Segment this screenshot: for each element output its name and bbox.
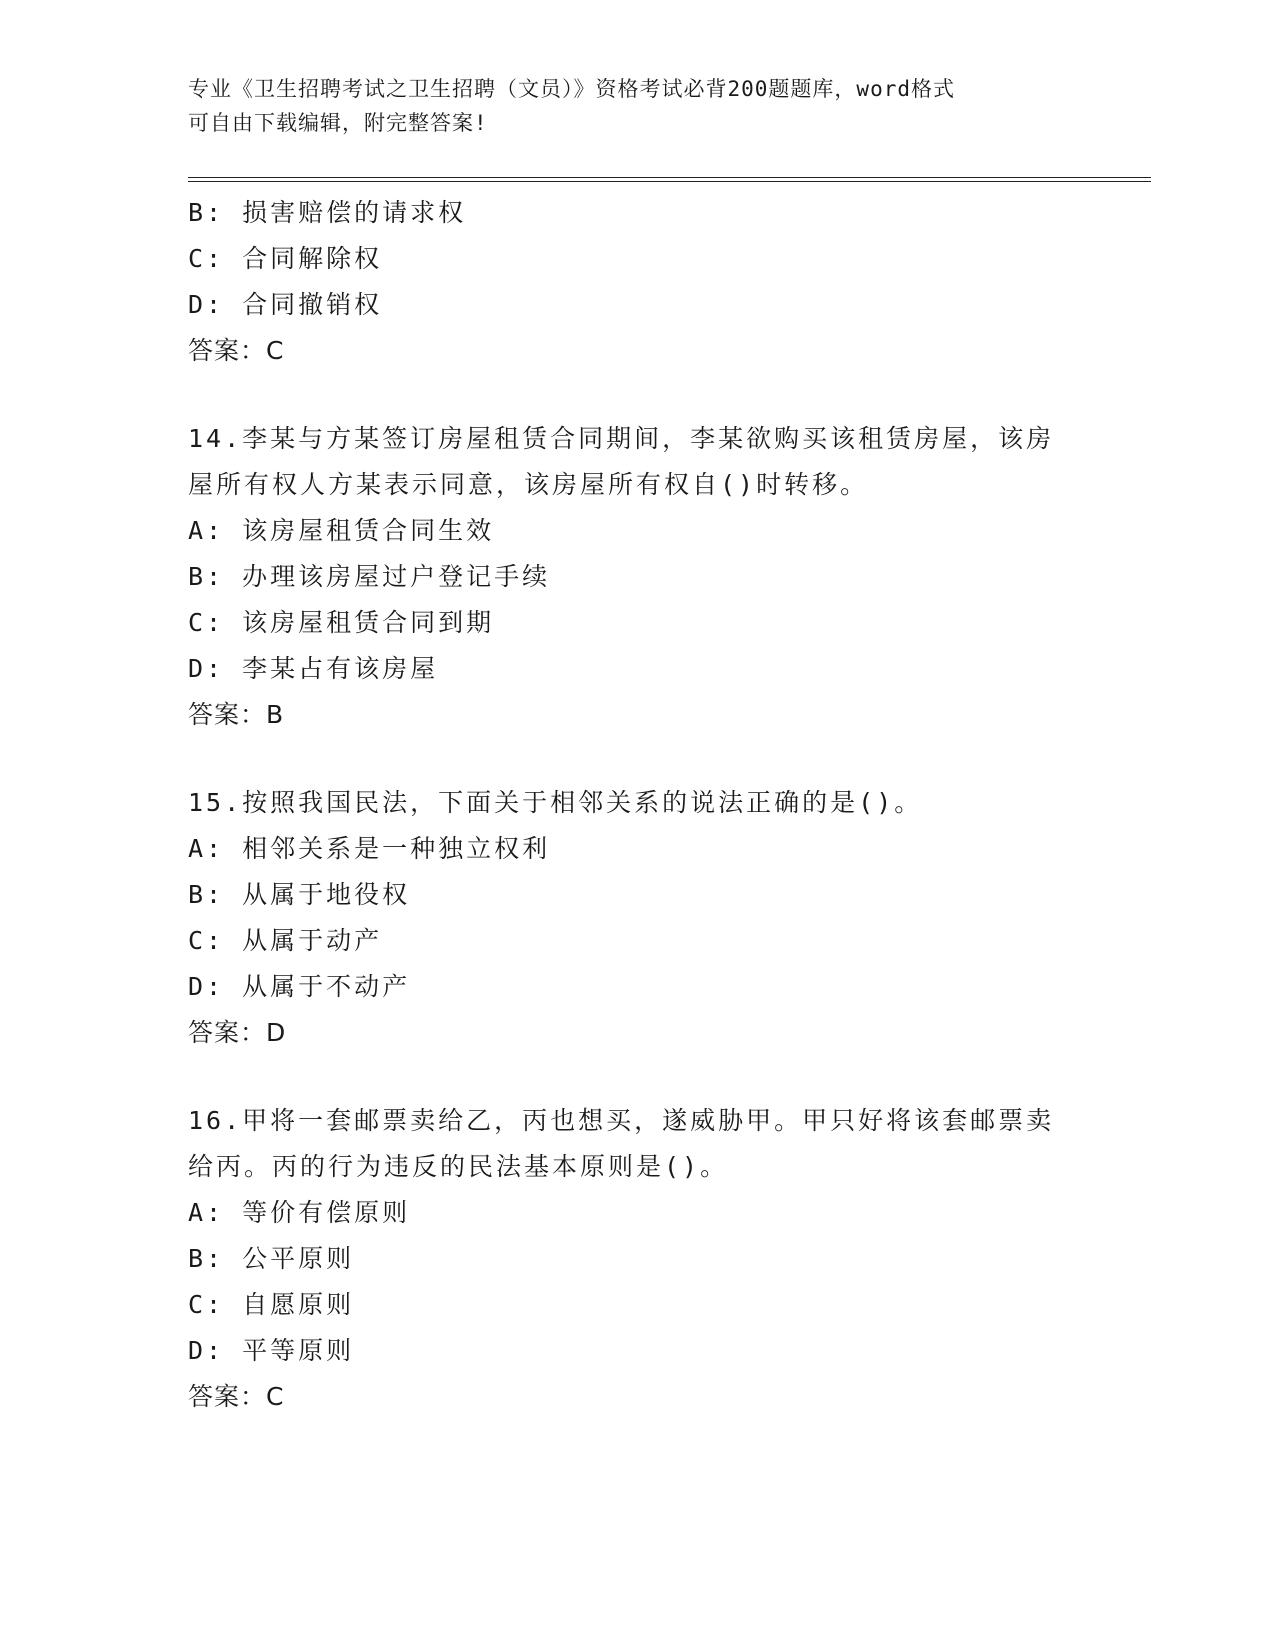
option-d: D: 从属于不动产 xyxy=(188,972,411,1001)
answer-line: 答案：B xyxy=(188,700,285,729)
option-b: B: 从属于地役权 xyxy=(188,880,411,909)
option-a: A: 该房屋租赁合同生效 xyxy=(188,516,495,545)
spacer xyxy=(188,738,1088,780)
option-b: B: 损害赔偿的请求权 xyxy=(188,198,467,227)
spacer xyxy=(188,374,1088,416)
answer-line: 答案：C xyxy=(188,1382,285,1411)
question-text-line-2: 屋所有权人方某表示同意，该房屋所有权自()时转移。 xyxy=(188,470,869,499)
header-title-line-1: 专业《卫生招聘考试之卫生招聘（文员）》资格考试必背200题题库，word格式 xyxy=(188,77,955,101)
answer-line: 答案：D xyxy=(188,1018,287,1047)
option-c: C: 自愿原则 xyxy=(188,1290,355,1319)
question-13 xyxy=(188,190,1088,374)
option-a: A: 相邻关系是一种独立权利 xyxy=(188,834,551,863)
option-b: B: 公平原则 xyxy=(188,1244,355,1273)
question-14 xyxy=(188,416,1088,738)
option-c: C: 从属于动产 xyxy=(188,926,383,955)
question-16 xyxy=(188,1098,1088,1420)
question-text-line-2: 给丙。丙的行为违反的民法基本原则是()。 xyxy=(188,1152,729,1181)
document-header xyxy=(188,72,1088,140)
spacer xyxy=(188,1056,1088,1098)
header-divider xyxy=(188,177,1151,182)
option-c: C: 该房屋租赁合同到期 xyxy=(188,608,495,637)
question-text-line-1: 14.李某与方某签订房屋租赁合同期间，李某欲购买该租赁房屋，该房 xyxy=(188,424,1055,453)
document-body xyxy=(188,190,1088,1420)
question-text-line-1: 16.甲将一套邮票卖给乙，丙也想买，遂威胁甲。甲只好将该套邮票卖 xyxy=(188,1106,1055,1135)
option-b: B: 办理该房屋过户登记手续 xyxy=(188,562,551,591)
answer-line: 答案：C xyxy=(188,336,285,365)
option-c: C: 合同解除权 xyxy=(188,244,383,273)
option-d: D: 合同撤销权 xyxy=(188,290,383,319)
option-a: A: 等价有偿原则 xyxy=(188,1198,411,1227)
option-d: D: 平等原则 xyxy=(188,1336,355,1365)
header-title-line-2: 可自由下载编辑，附完整答案! xyxy=(188,111,488,135)
question-text-line-1: 15.按照我国民法，下面关于相邻关系的说法正确的是()。 xyxy=(188,788,923,817)
option-d: D: 李某占有该房屋 xyxy=(188,654,439,683)
question-15 xyxy=(188,780,1088,1056)
